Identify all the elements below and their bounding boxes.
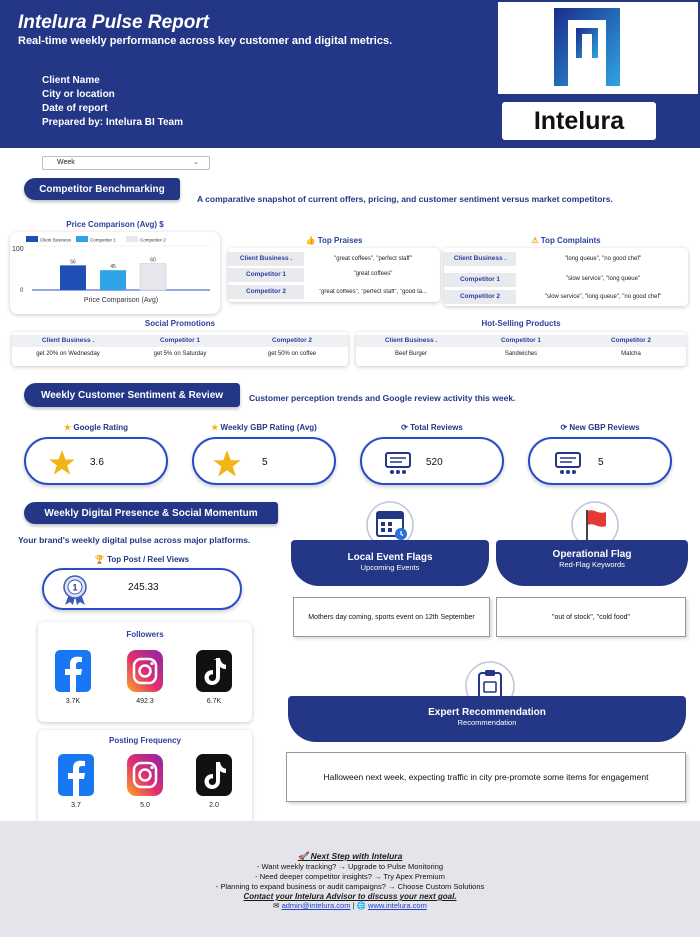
refresh-icon: ⟳ — [401, 423, 408, 432]
new-gbp-reviews-value: 5 — [598, 457, 604, 468]
metric-title-gbp-rating: ★ Weekly GBP Rating (Avg) — [211, 423, 317, 432]
period-dropdown[interactable] — [42, 156, 210, 170]
star-icon: ★ — [211, 423, 219, 432]
trophy-icon: 🏆 — [94, 555, 105, 564]
footer-line-1: - Need deeper competitor insights? → Try Apex Premium — [255, 872, 445, 881]
operational-flag-subtitle: Red-Flag Keywords — [559, 560, 625, 569]
city-location: City or location — [42, 89, 115, 100]
logo-wordmark: Intelura — [502, 102, 656, 140]
footer-links — [0, 901, 700, 911]
posting-tiktok-value: 2.0 — [209, 802, 219, 809]
praise-label-2: Competitor 2 — [228, 285, 304, 299]
operational-flag-title: Operational Flag — [552, 549, 632, 560]
footer-line-2: - Planning to expand business or audit campaigns? → Choose Custom Solutions — [215, 882, 485, 891]
footer-title: 🚀 Next Step with Intelura — [297, 851, 403, 861]
local-event-subtitle: Upcoming Events — [360, 563, 420, 572]
gbp-rating-value: 5 — [262, 457, 268, 468]
local-event-note: Mothers day coming, sports event on 12th September — [293, 597, 490, 637]
thumbs-up-icon: 👍 — [305, 236, 316, 245]
praise-text-0: "great coffees", "perfect staff" — [334, 256, 412, 262]
posting-facebook-value: 3.7 — [71, 802, 81, 809]
social-promotions-title: Social Promotions — [144, 319, 216, 328]
bar-label-1: 45 — [110, 264, 116, 271]
metric-title-new-gbp-reviews: ⟳ New GBP Reviews — [560, 423, 640, 432]
footer-contact: Contact your Intelura Advisor to discuss your next goal. — [243, 892, 457, 901]
followers-card — [38, 622, 252, 722]
top-post-title: 🏆 Top Post / Reel Views — [94, 555, 190, 564]
sentiment-pill: Weekly Customer Sentiment & Review — [24, 383, 240, 407]
promotions-header-2: Competitor 2 — [271, 337, 313, 344]
price-chart-card — [10, 232, 220, 314]
y-tick-min: 0 — [20, 288, 24, 294]
metric-total-reviews — [360, 437, 504, 485]
top-complaints-table — [444, 248, 688, 306]
hot-value-0: Beef Burger — [394, 351, 428, 357]
reviews-icon — [384, 451, 412, 475]
expert-recommendation-banner — [288, 696, 686, 742]
expert-subtitle: Recommendation — [457, 718, 517, 727]
logo-mark — [498, 2, 698, 94]
price-comparison-title: Price Comparison (Avg) $ — [66, 220, 164, 229]
legend-label-0: Client Business — [40, 237, 72, 243]
sentiment-description: Customer perception trends and Google review activity this week. — [249, 393, 516, 403]
operational-flag-note: "out of stock", "cold food" — [496, 597, 686, 637]
report-date: Date of report — [42, 103, 108, 114]
legend-label-1: Competitor 1 — [90, 237, 116, 243]
promotions-value-1: get 5% on Saturday — [153, 351, 207, 357]
promotions-header-0: Client Business . — [41, 337, 95, 344]
competitor-benchmarking-pill: Competitor Benchmarking — [24, 178, 180, 200]
complaint-text-1: "slow service", "long queue" — [565, 276, 641, 282]
total-reviews-value: 520 — [426, 457, 443, 468]
price-chart — [10, 232, 220, 314]
top-praises-table — [228, 248, 440, 302]
complaint-label-2: Competitor 2 — [444, 290, 516, 304]
bar-2 — [140, 264, 166, 290]
metric-title-google-rating: ★ Google Rating — [63, 423, 129, 432]
top-complaints-title: ⚠ Top Complaints — [531, 236, 601, 245]
posting-frequency-card — [38, 730, 252, 824]
star-icon: ★ — [63, 423, 72, 432]
award-badge-icon — [60, 574, 90, 606]
google-rating-value: 3.6 — [90, 457, 104, 468]
followers-facebook-value: 3.7K — [65, 698, 81, 705]
prepared-by: Prepared by: Intelura BI Team — [42, 117, 183, 128]
hot-value-1: Sandwiches — [504, 351, 538, 357]
footer-separator: | — [352, 901, 355, 910]
refresh-icon: ⟳ — [560, 423, 568, 432]
metric-title-total-reviews: ⟳ Total Reviews — [401, 423, 463, 432]
hot-value-2: Matcha — [621, 351, 641, 357]
praise-label-1: Competitor 1 — [228, 268, 304, 282]
bar-0 — [60, 265, 86, 290]
posting-frequency-title: Posting Frequency — [108, 736, 181, 745]
legend-swatch-1 — [76, 236, 88, 242]
hot-header-0: Client Business . — [384, 337, 438, 344]
metric-new-gbp-reviews — [528, 437, 672, 485]
top-post-card — [42, 568, 242, 610]
complaint-text-2: "slow service", "long queue", "no good chef" — [544, 294, 662, 300]
facebook-icon — [58, 754, 94, 796]
followers-title: Followers — [126, 630, 164, 639]
report-subtitle: Real-time weekly performance across key customer and digital metrics. — [18, 35, 393, 47]
promotions-header-1: Competitor 1 — [159, 337, 201, 344]
bar-1 — [100, 270, 126, 290]
footer — [0, 821, 700, 937]
bar-label-2: 60 — [150, 257, 156, 264]
legend-swatch-2 — [126, 236, 138, 242]
posting-instagram-value: 5.0 — [140, 802, 150, 809]
globe-icon: 🌐 — [356, 901, 366, 910]
report-title: Intelura Pulse Report — [18, 12, 210, 33]
instagram-icon — [127, 650, 163, 692]
legend-swatch-0 — [26, 236, 38, 242]
praise-text-1: "great coffees" — [353, 271, 393, 277]
hot-header-1: Competitor 1 — [500, 337, 542, 344]
promotions-value-2: get 50% on coffee — [267, 351, 317, 357]
praise-text-2: "great coffees", "perfect staff", "good ta... — [318, 289, 428, 295]
email-icon: ✉ — [273, 901, 280, 910]
hot-selling-title: Hot-Selling Products — [481, 319, 561, 328]
website-link[interactable]: www.intelura.com — [368, 901, 427, 910]
metric-google-rating — [24, 437, 168, 485]
warning-icon: ⚠ — [531, 236, 539, 245]
email-link[interactable]: admin@intelura.com — [281, 901, 351, 910]
digital-description: Your brand's weekly digital pulse across major platforms. — [18, 535, 251, 545]
facebook-icon — [55, 650, 91, 692]
promotions-value-0: get 20% on Wednesday — [36, 351, 100, 357]
competitor-description: A comparative snapshot of current offers, pricing, and customer sentiment versus market competitors. — [197, 194, 613, 204]
digital-pill: Weekly Digital Presence & Social Momentum — [24, 502, 278, 524]
metric-gbp-rating — [192, 437, 336, 485]
star-icon — [48, 449, 76, 477]
hot-selling-table — [356, 332, 686, 366]
hot-header-2: Competitor 2 — [610, 337, 652, 344]
star-icon — [212, 449, 242, 479]
client-name: Client Name — [42, 75, 100, 86]
praise-label-0: Client Business . — [228, 252, 304, 266]
expert-title: Expert Recommendation — [428, 707, 546, 718]
y-tick-max: 100 — [12, 246, 24, 253]
instagram-icon — [127, 754, 163, 796]
top-post-value: 245.33 — [128, 582, 159, 593]
social-promotions-table — [12, 332, 348, 366]
tiktok-icon — [196, 650, 232, 692]
expert-note: Halloween next week, expecting traffic in city pre-promote some items for engagement — [286, 752, 686, 802]
operational-flag-banner — [496, 540, 688, 586]
logo-icon — [498, 2, 698, 94]
bar-label-0: 56 — [70, 259, 76, 266]
local-event-title: Local Event Flags — [347, 552, 433, 563]
legend-label-2: Competitor 2 — [140, 237, 166, 243]
top-praises-title: 👍 Top Praises — [305, 236, 363, 245]
complaint-label-0: Client Business . — [444, 252, 516, 266]
chevron-down-icon: ⌄ — [193, 159, 199, 166]
local-event-banner — [291, 540, 489, 586]
followers-tiktok-value: 6.7K — [206, 698, 222, 705]
footer-line-0: - Want weekly tracking? → Upgrade to Pulse Monitoring — [256, 862, 444, 871]
complaint-text-0: "long queue", "no good chef" — [564, 256, 642, 262]
reviews-icon — [554, 451, 582, 475]
period-selected: Week — [57, 159, 75, 166]
x-axis-label: Price Comparison (Avg) — [83, 297, 159, 304]
followers-instagram-value: 492.3 — [136, 698, 154, 705]
tiktok-icon — [196, 754, 232, 796]
svg-text:1: 1 — [72, 582, 78, 593]
complaint-label-1: Competitor 1 — [444, 273, 516, 287]
rocket-icon: 🚀 — [297, 851, 309, 861]
